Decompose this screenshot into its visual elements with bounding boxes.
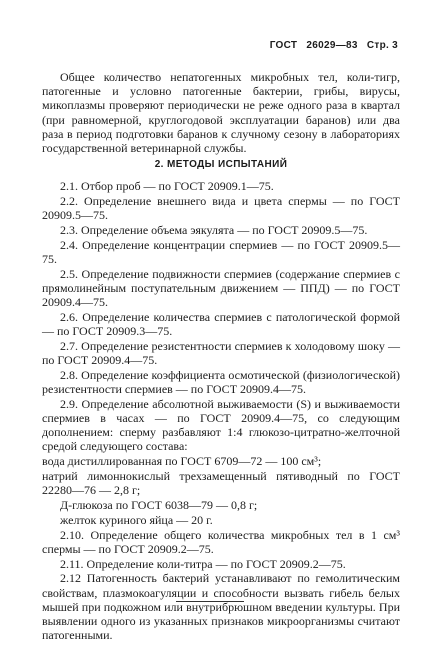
list-item: 2.6. Определение количества спермиев с патологической формой — по ГОСТ 20909.3—75. [42, 309, 400, 338]
list-item: 2.5. Определение подвижности спермиев (содержание спермиев с прямолинейным поступательным движением — ППД) — по ГОСТ 20909.4—75. [42, 266, 400, 309]
list-item: 2.7. Определение резистентности спермиев к холодовому шоку — по ГОСТ 20909.4—75. [42, 338, 400, 367]
intro-paragraph: Общее количество непатогенных микробных тел, коли-тигр, патогенные и условно патогенные бактерии, грибы, вирусы, микоплазмы проверяют периодически не реже одного раза в квартал (при равномерной, круглогодовой эксплуатации баранов) или два раза в период подготовки баранов к случному сезону в лабораториях государственной ветеринарной службы. [42, 70, 400, 156]
list-item: 2.12 Патогенность бактерий устанавливают по гемолитическим свойствам, плазмокоагуляции и способности вызвать гибель белых мышей при подкожном или внутрибрюшном введении культуры. При выявлении одного из указанных признаков микроорганизмы считают патогенными. [42, 571, 400, 643]
page-header [264, 40, 398, 51]
composition-item: Д-глюкоза по ГОСТ 6038—79 — 0,8 г; [60, 498, 258, 512]
methods-list [42, 179, 400, 643]
list-item: 2.10. Определение общего количества микробных тел в 1 см³ спермы — по ГОСТ 20909.2—75. [42, 527, 400, 556]
list-item: 2.8. Определение коэффициента осмотической (физиологической) резистентности спермиев — по ГОСТ 20909.4—75. [42, 367, 400, 396]
section-title: 2. МЕТОДЫ ИСПЫТАНИЙ [154, 159, 288, 170]
standard-number: 26029—83 [306, 40, 358, 51]
list-item: 2.3. Определение объема эякулята — по ГОСТ 20909.5—75. [60, 222, 368, 237]
list-item: 2.1. Отбор проб — по ГОСТ 20909.1—75. [60, 179, 274, 193]
list-item: 2.11. Определение коли-титра — по ГОСТ 20909.2—75. [60, 556, 346, 571]
list-item: 2.9. Определение абсолютной выживаемости (S) и выживаемости спермиев в часах — по ГОСТ 20909.4—75, со следующим дополнением: сперму разбавляют 1:4 глюкозо-цитратно-желточной средой следующего состава: [42, 396, 400, 454]
list-item: 2.4. Определение концентрации спермиев — по ГОСТ 20909.5—75. [42, 237, 400, 266]
composition-item: желток куриного яйца — 20 г. [60, 512, 213, 527]
composition-item: вода дистиллированная по ГОСТ 6709—72 — 100 см³; [42, 454, 322, 469]
page-number: Стр. 3 [366, 40, 398, 51]
end-rule [176, 601, 244, 602]
standard-label: ГОСТ [269, 40, 298, 51]
composition-item: натрий лимоннокислый трехзамещенный пятиводный по ГОСТ 22280—76 — 2,8 г; [42, 469, 400, 498]
list-item: 2.2. Определение внешнего вида и цвета спермы — по ГОСТ 20909.5—75. [42, 193, 400, 222]
